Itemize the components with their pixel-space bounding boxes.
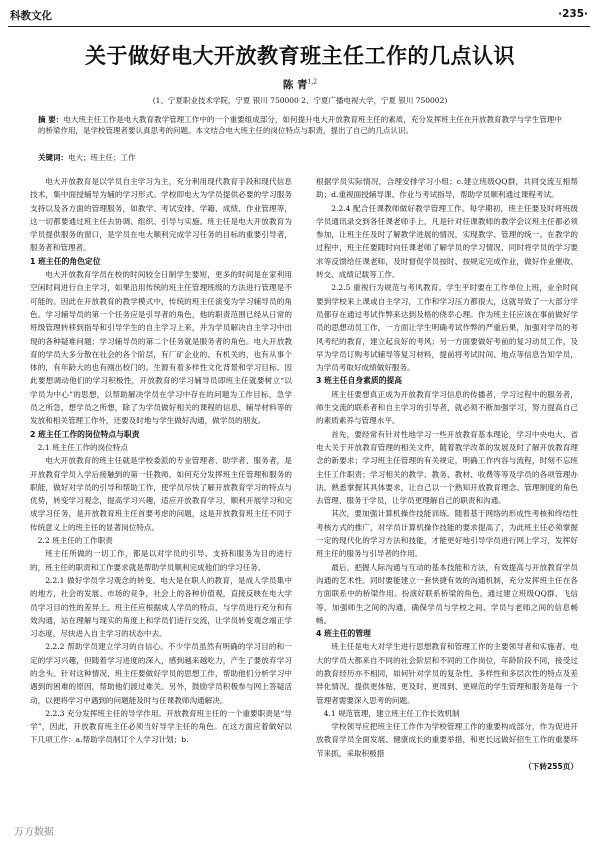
body-paragraph: 2.2.2 帮助学员建立学习的自信心。不少学员虽然有明确的学习目的和一定的学习兴趣，但随着学习进度的深入，感到越来越吃力，产生了要放弃学习的念头。针对这种情况，班主任要做好学员的思想工作，帮助他们分析学习中遇到的困难的原因，帮助他们渡过难关。另外，鼓励学员积极参与网上答疑活动，以便将学习中遇到的问题能及时与任课教师沟通解决。: [30, 642, 292, 705]
section-heading: 1 班主任的角色定位: [30, 256, 101, 266]
body-paragraph: 电大开放教育是以学员自主学习为主，充分利用现代教育手段和现代信息技术，集中面授辅导为辅的学习形式。学校即电大为学员提供必要的学习服务支持以及各方面的管理服务，如教学、考试安排，学籍、成绩、作业管理等，这一切都要通过班主任去协调、组织、引导与实施。班主任是电大开放教育为学员提供服务的窗口，是学员在电大顺利完成学习任务的目标的重要引导者，服务者和管理者。: [30, 177, 292, 253]
body-paragraph: 电大开放教育的班主任就是学校委派的专业管理者、助学者、服务者，是开放教育学员入学后接触到的第一任教师。如何充分发挥班主任管理和服务的职能，做好对学员的引导和帮助工作，使学员尽快了解开放教育学习的特点与优势，转变学习观念，提高学习兴趣，适应开放教育学习，顺利开展学习和完成学习任务，是开放教育班主任首要考虑的问题，这是开放教育班主任不同于传统意义上的班主任的显著岗位特点。: [30, 456, 292, 532]
keywords-text: 电大；班主任；工作: [68, 153, 136, 162]
section-heading: 4 班主任的管理: [316, 629, 371, 639]
body-paragraph: 2.2.3 充分发挥班主任的导学作用。开放教育班主任的一个重要职责是“导学”，因此，开放教育班主任必须当好导学主任的角色。在这方面应着做好以下几项工作：a.帮助学员制订个人学习计划；b.: [30, 708, 292, 745]
affiliation: (1、宁夏职业技术学院，宁夏 银川 750000 2、宁夏广播电视大学，宁夏 银川 750002): [152, 96, 448, 105]
body-paragraph: 班主任所做的一切工作，都是以对学员的引导、支持和服务为目的进行的，班主任的职责和工作要求就是帮助学员顺利完成他们的学习任务。: [30, 549, 292, 572]
left-column: [30, 175, 292, 835]
abstract-label: 摘 要：: [38, 115, 64, 124]
body-paragraph: 班主任要想真正成为开放教育学习信息的传播者，学习过程中的服务者，师生交流的联系者和自主学习的引导者，就必须不断加强学习，努力提高自己的素质素养与管理水平。: [316, 389, 578, 426]
body-paragraph: 最后，把握人际沟通与互动的基本技能和方法，有效提高与开放教育学员沟通的艺术性。同时要能建立一套快捷有效的沟通机制，充分发挥班主任在各方面联系中的桥梁作用。扮演好联系桥梁的角色，通过建立班级QQ群、飞信等，加强师生之间的沟通，确保学员与学校之间、学员与老师之间的信息畅畅。: [316, 562, 578, 625]
continuation-note: （下转255页）: [524, 762, 578, 772]
author-line: [0, 77, 600, 92]
keywords: [38, 152, 562, 163]
body-paragraph: 首先，要经常有针对性地学习一些开放教育基本理论，学习中央电大、省电大关于开放教育管理的相关文件，随着教学改革的发展及时了解开放教育理念的新要求；学习班主任管理的有关规定，明确工作内容与流程，时刻不忘班主任工作职责；学习相关的教学、教务、教材、收费等等及学员的各项管理办法，熟悉掌握其具体要求，让自己以一个熟知开放教育理念、管理制度的角色去管理、服务于学员，让学员更理解自己的职责和沟通。: [316, 429, 578, 506]
keywords-label: 关键词：: [38, 153, 68, 162]
subsection-heading: 4.1 规范管理，建立班主任工作长效机制: [323, 708, 460, 718]
section-heading: 3 班主任自身素质的提高: [316, 376, 403, 386]
right-column: [316, 175, 578, 835]
article-title: 关于做好电大开放教育班主任工作的几点认识: [85, 44, 515, 68]
body-paragraph: 2.2.5 重视行为规范与考风教育。学生平时要在工作单位上班，业余时间要到学校来上课或自主学习，工作和学习压力都很大，这就导致了一大部分学员都存在通过考试作弊来达到及格的侥幸心理。作为班主任应该在事前做好学员的思想动员工作，一方面让学生明确考试作弊的严重后果，加强对学员的考风考纪的教育，建立起良好的考风；另一方面要做好考前的复习动员工作，及早为学员订购考试辅导等复习材料，提前将考试时间、地点等信息告知学员，为学员考取好成绩做好服务。: [316, 283, 578, 373]
body-paragraph: 其次，要加强计算机操作技能训练。随着基于网络的形成性考核和终结性考核方式的推广，对学员计算机操作技能的要求提高了，为此班主任必须掌握一定的现代化的学习方法和技能，才能更好地引导学员进行网上学习，发挥好班主任的服务与引导者的作用。: [316, 509, 578, 559]
abstract: [38, 114, 562, 136]
page-number: ·235·: [558, 8, 588, 20]
journal-section: 科教文化: [10, 10, 52, 22]
body-paragraph: 电大开放教育学员在校的时间较全日制学生要短，更多的时间是在家利用空闲时间进行自主学习，如果沿用传统的班主任管理班级的方法进行管理是不可能的。因此在开放教育的教学模式中，传统的班主任演变为学习辅导员的角色。学习辅导员的第一个任务应是引导者的角色，他的职责范围已经从日常的班级管理转移到指导和引导学生的自主学习上来，并为学员解决自主学习中出现的各种疑难问题；学习辅导员的第二个任务就是服务者的角色。电大开放教育的学员大多分散在社会的各个阶层，有厂矿企业的、有机关的，也有从事个体的，有年龄大的也有刚出校门的。生源有着多样性文化背景和学习目标。因此要想调动他们的学习积极性，开放教育的学习辅导员即班主任就要树立“以学员为中心”的思想，以帮助解决学员在学习中存在的问题为工作目标，急学员之所急，想学员之所想，除了为学员做好相关的课程的信息、辅导材料等的发放和相关管理工作外，还要及时地与学生做好沟通，做学员的朋友。: [30, 270, 292, 426]
body-paragraph: 班主任是电大对学生进行思想教育和管理工作的主要领导者和实施者。电大的学员大都来自不同的社会阶层和不同的工作岗位，年龄阶段不同，接受过的教育经历亦不相同，如何针对学员的复杂性、多样性和多层次性的特点及差异化情况，提供更体贴、更及时、更周到、更规范的学生管理和服务是每一个管理者需要深入思考的问题。: [316, 642, 578, 705]
author-name: 陈 青: [282, 79, 308, 91]
body-paragraph: 2.2.4 配合任课教师做好教学管理工作。每学期初，班主任要及时将班级学员通讯录交到各任课老师手上，凡是针对任课教师的教学会议班主任都必须参加，让班主任及时了解教学进展的情况，实现教学、管理的统一。在教学的过程中，班主任要随时向任课老师了解学员的学习情况，同时将学员的学习要求等反馈给任课老师，及时督促学员按时、按规定完成作业，做好作业催收、转交、成绩记载等工作。: [316, 203, 578, 280]
body-paragraph: 根据学员实际情况，合理安排学习小组；c.建立班级QQ群，共同交流互相帮助；d.重视面授辅导课、作业与考试指导，帮助学员顺利通过课程考试。: [316, 177, 578, 200]
author-superscript: 1,2: [307, 78, 318, 86]
running-header: [8, 4, 590, 27]
abstract-text: 电大班主任工作是电大教育教学管理工作中的一个重要组成部分，如何提升电大开放教育班主任的素质，充分发挥班主任在开放教育教学与学生管理中的桥梁作用，是学校管理者要认真思考的问题。本文结合电大班主任的岗位特点与职责，提出了自己的几点认识。: [38, 115, 562, 135]
subsection-heading: 2.1 班主任工作的岗位特点: [37, 442, 129, 452]
body-paragraph: 学校领导应把班主任工作作为学校管理工作的重要构成部分，作为促进开放教育学员全面发展、健康成长的重要举措，和更长远做好招生工作的重要环节来抓，采取积极措: [316, 722, 578, 758]
section-heading: 2 班主任工作的岗位特点与职责: [30, 429, 140, 439]
subsection-heading: 2.2 班主任的工作职责: [37, 536, 113, 546]
body-paragraph: 2.2.1 做好学员学习观念的转变。电大是在职人的教育，是成人学员集中的地方，社会的发展、市场的竞争，社会上的各种价值观，直接反映在电大学员学习目的性的差异上。班主任应根据成人学员的特点，与学员进行充分和有效沟通，站在理解与现实的角度上和学员们进行交流，让学员转变观念端正学习态度，尽快进入自主学习的状态中去。: [30, 575, 292, 639]
watermark: 万方数据: [14, 827, 54, 838]
